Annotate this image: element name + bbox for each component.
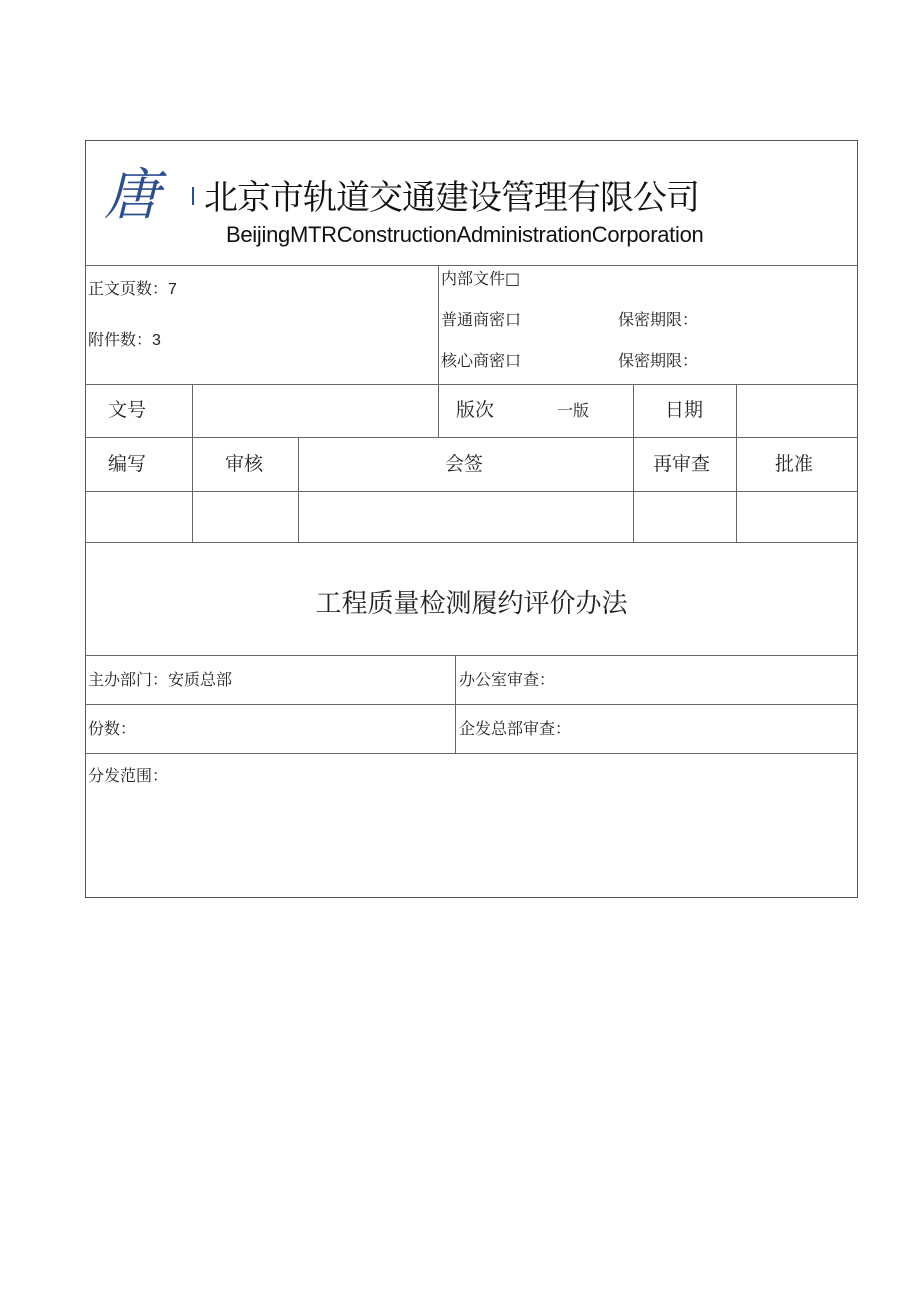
normal-secret-checkbox[interactable]: 普通商密口 [441,310,522,329]
divider-col-4 [633,384,634,542]
divider-col-2 [298,437,299,542]
company-name-cn: 北京市轨道交通建设管理有限公司 [204,178,699,218]
company-logo: 唐 [104,163,160,228]
attachments-field [88,332,161,349]
doc-no-label: 文号 [108,399,147,421]
secrecy-term-label-1: 保密期限： [618,310,699,329]
divider-col-5 [736,384,737,542]
company-name-en: BeijingMTRConstructionAdministrationCorporation [226,222,704,247]
secrecy-term-label-2: 保密期限： [618,351,699,370]
version-label: 版次 [456,399,495,421]
host-department: 主办部门：安质总部 [88,670,233,689]
divider-info [85,384,858,385]
divider-footer-col [455,655,456,753]
approval-header-rereview: 再审查 [653,453,711,475]
hq-review-label: 企发总部审查： [459,719,572,738]
divider-approval-values [85,542,858,543]
divider-info-col [438,265,439,437]
divider-copies [85,753,858,754]
document-cover-form [85,140,858,898]
approval-header-review: 审核 [225,453,264,475]
divider-col-1 [192,384,193,542]
office-review-label: 办公室审查： [459,670,556,689]
distribution-label: 分发范围： [88,766,169,785]
divider-title [85,655,858,656]
pages-label: 正文页数： [88,279,169,298]
divider-dept [85,704,858,705]
document-title: 工程质量检测履约评价办法 [315,589,628,619]
approval-header-author: 编写 [108,453,147,475]
divider-header [85,265,858,266]
core-secret-checkbox[interactable]: 核心商密口 [441,351,522,370]
pages-field [88,281,177,298]
date-label: 日期 [665,399,704,421]
approval-header-approve: 批准 [775,453,814,475]
internal-file-checkbox[interactable]: 内部文件□ [441,269,521,288]
divider-docno [85,437,858,438]
attachments-label: 附件数： [88,330,153,349]
attachments-value: 3 [152,332,161,349]
pages-value: 7 [168,281,177,298]
copies-label: 份数： [88,719,137,738]
approval-header-countersign: 会签 [445,453,484,475]
logo-divider [192,187,194,205]
divider-approval-head [85,491,858,492]
version-value[interactable]: 一版 [557,401,590,420]
